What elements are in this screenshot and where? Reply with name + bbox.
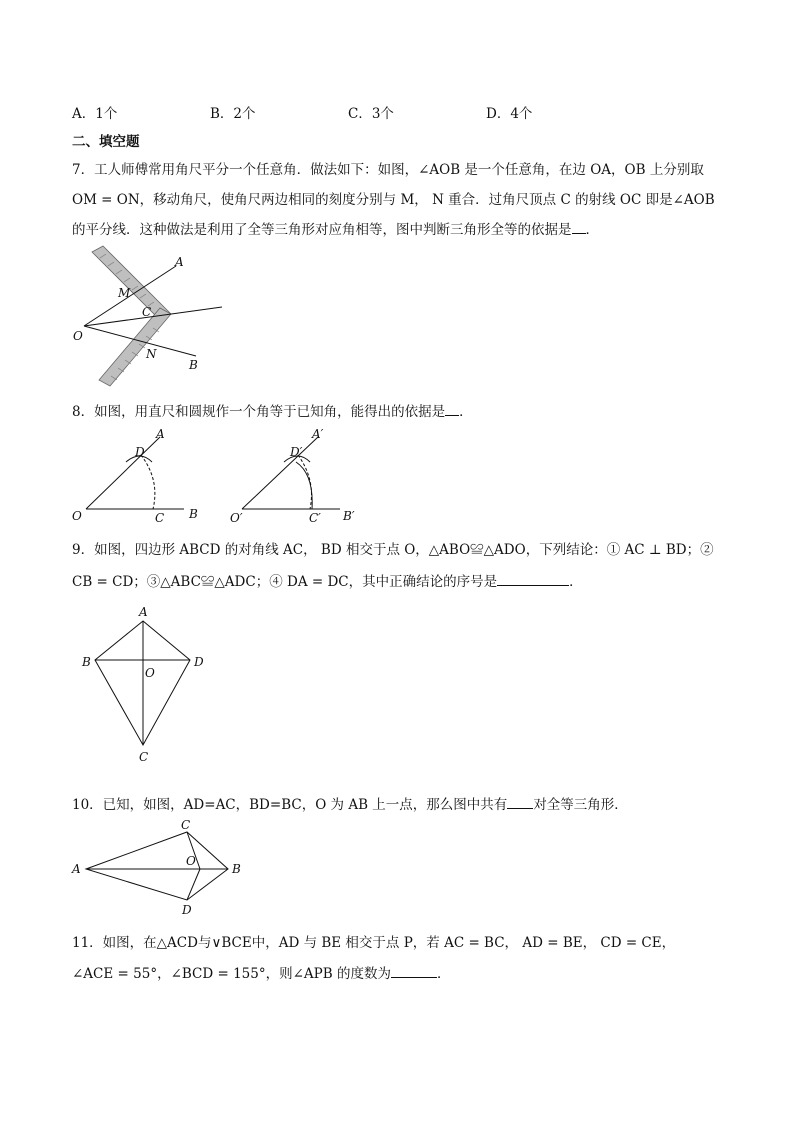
option-a: A．1个 bbox=[72, 106, 118, 122]
q10-line1-end: 对全等三角形． bbox=[533, 797, 628, 813]
q11-line2-text: ∠ACE = 55°，∠BCD = 155°，则∠APB 的度数为 bbox=[72, 966, 391, 982]
q7-line3-text: 的平分线．这种做法是利用了全等三角形对应角相等，图中判断三角形全等的依据是 bbox=[72, 222, 572, 238]
q9-label-d: D bbox=[194, 655, 204, 669]
q7-label-n: N bbox=[146, 347, 157, 361]
q8-label-a-prime: A′ bbox=[312, 427, 324, 441]
q10-line1-text: 10．已知，如图，AD=AC，BD=BC，O 为 AB 上一点，那么图中共有 bbox=[72, 797, 508, 813]
q11-line2-end: ． bbox=[436, 966, 451, 982]
q7-label-b: B bbox=[189, 358, 198, 372]
option-d: D．4个 bbox=[486, 106, 533, 122]
q7-line3-end: ． bbox=[585, 222, 599, 238]
q8-label-d: D bbox=[135, 445, 145, 459]
option-b: B．2个 bbox=[210, 106, 256, 122]
q7-label-a: A bbox=[175, 255, 184, 269]
q9-label-b: B bbox=[82, 655, 91, 669]
q8-label-b-prime: B′ bbox=[343, 509, 355, 523]
q10-label-o: O bbox=[186, 854, 196, 868]
q8-label-c: C bbox=[155, 511, 165, 525]
q9-label-c: C bbox=[139, 750, 149, 764]
q11-line1: 11．如图，在△ACD与∨BCE中，AD 与 BE 相交于点 P，若 AC = BC， AD = BE， CD = CE， bbox=[72, 935, 676, 951]
q9-label-a: A bbox=[139, 605, 148, 619]
q8-label-c-prime: C′ bbox=[309, 511, 321, 525]
q7-label-o: O bbox=[73, 329, 83, 343]
q8-label-a: A bbox=[156, 427, 165, 441]
q7-line2: OM = ON，移动角尺，使角尺两边相同的刻度分别与 M， N 重合．过角尺顶点 C 的射线 OC 即是∠AOB bbox=[72, 192, 715, 208]
q7-label-c: C bbox=[142, 305, 152, 319]
q9-line2-end: ． bbox=[569, 574, 583, 590]
q9-line2-text: CB = CD；③△ABC≌△ADC；④ DA = DC，其中正确结论的序号是 bbox=[72, 574, 498, 590]
q10-label-c: C bbox=[181, 818, 191, 832]
q11-answer-blank[interactable] bbox=[391, 965, 437, 978]
q9-label-o: O bbox=[145, 666, 155, 680]
q8-label-o: O bbox=[72, 509, 82, 523]
option-c: C．3个 bbox=[348, 106, 394, 122]
q11-line2 bbox=[72, 962, 450, 982]
q10-label-a: A bbox=[72, 862, 81, 876]
q9-line1: 9．如图，四边形 ABCD 的对角线 AC， BD 相交于点 O，△ABO≌△ADO，下列结论：① AC ⊥ BD；② bbox=[72, 542, 714, 558]
q8-line1-text: 8．如图，用直尺和圆规作一个角等于已知角，能得出的依据是 bbox=[72, 404, 446, 420]
q7-label-m: M bbox=[118, 286, 131, 300]
q10-label-b: B bbox=[232, 862, 241, 876]
section-title: 二、填空题 bbox=[72, 134, 140, 150]
q10-label-d: D bbox=[182, 903, 192, 917]
q8-label-b: B bbox=[189, 507, 198, 521]
q7-line1: 7．工人师傅常用角尺平分一个任意角．做法如下：如图，∠AOB 是一个任意角，在边 OA，OB 上分别取 bbox=[72, 162, 704, 178]
q8-line1-end: ． bbox=[459, 404, 473, 420]
q8-label-d-prime: D′ bbox=[290, 445, 303, 459]
q8-label-o-prime: O′ bbox=[230, 511, 243, 525]
